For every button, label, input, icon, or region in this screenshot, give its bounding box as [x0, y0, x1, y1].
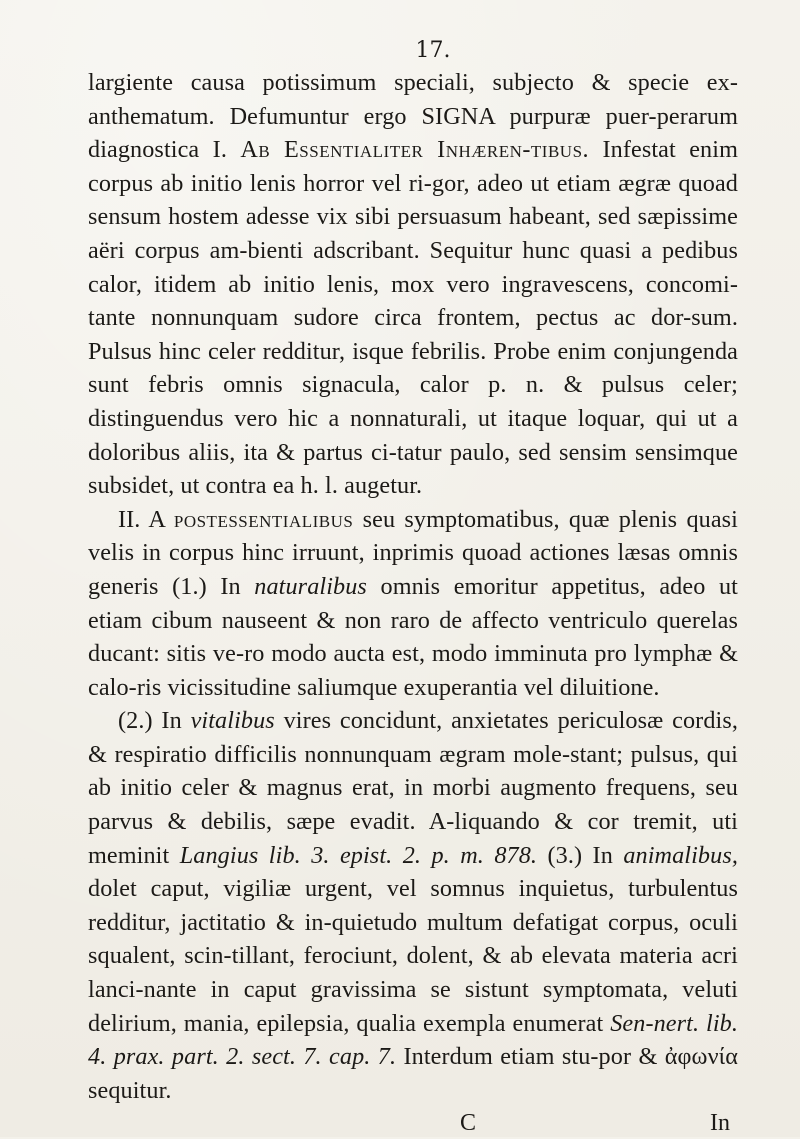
body-text — [88, 66, 738, 1107]
text-run: largiente causa potissimum speciali, subjecto & specie ex-anthematum. Defumuntur ergo SIGNA purpuræ puer-perarum diagnostica I. — [88, 69, 738, 164]
text-run: omnis emoritur appetitus, adeo ut etiam cibum nauseent & non raro de affecto ventriculo querelas ducant: sitis ve-ro modo aucta est, modo imminuta pro lymphæ & calo-ris vicissitudine saliumque exuperantia vel diluitione. — [88, 572, 738, 701]
text-run: dolet caput, vigiliæ urgent, vel somnus inquietus, turbulentus redditur, jactitatio & in-quietudo multum defatigat corpus, oculi squalent, scin-tillant, ferociunt, dolent, & ab elevata materia acri lanci-nante in caput gravissima se sistunt symptomata, veluti delirium, mania, epilepsia, qualia exempla enumerat — [88, 875, 738, 1037]
text-run: vitalibus — [190, 707, 275, 735]
text-run: Sen-nert. lib. 4. prax. part. 2. sect. 7. cap. 7. — [88, 1009, 738, 1071]
paragraph-3 — [88, 704, 738, 1107]
text-run: Infestat enim corpus ab initio lenis horror vel ri-gor, adeo ut etiam ægræ quoad sensum hostem adesse vix sibi persuasum habeant, sed sæpissime aëri corpus am-bienti adscribant. Sequitur hunc quasi a pedibus calor, itidem ab initio lenis, mox vero ingravescens, concomi-tante nonnunquam sudore circa frontem, pectus ac dor-sum. Pulsus hinc celer redditur, isque febrilis. Probe enim conjungenda sunt febris omnis signacula, calor p. n. & pulsus celer; distinguendus vero hic a nonnaturali, ut itaque loquar, qui ut a doloribus aliis, ita & partus ci-tatur paulo, sed sensim sensimque subsidet, ut contra ea h. l. augetur. — [88, 136, 738, 500]
text-run: seu symptomatibus, quæ plenis quasi velis in corpus hinc irruunt, inprimis quoad actiones læsas omnis generis (1.) In — [88, 505, 738, 600]
text-run: Langius lib. 3. epist. 2. p. m. 878. — [179, 841, 538, 869]
catchword: In — [710, 1110, 730, 1137]
text-run: Ab Essentialiter Inhæren-tibus. — [240, 136, 590, 164]
page-number: 17. — [415, 38, 451, 63]
catchline — [88, 1107, 738, 1139]
text-run: (3.) In — [537, 841, 624, 869]
text-run: animalibus, — [623, 841, 738, 869]
text-run: Interdum etiam stu-por & ἀφωνία sequitur. — [88, 1043, 738, 1104]
text-run: postessentialibus — [173, 505, 354, 533]
text-run: naturalibus — [254, 572, 367, 600]
text-run: II. A — [118, 505, 174, 533]
text-run: vires concidunt, anxietates periculosæ cordis, & respiratio difficilis nonnunquam ægram mole-stant; pulsus, qui ab initio celer & magnus erat, in morbi augmento frequens, seu parvus & debilis, sæpe evadit. A-liquando & cor tremit, uti meminit — [88, 707, 739, 869]
text-run: (2.) In — [118, 707, 191, 735]
signature-mark: C — [460, 1110, 477, 1137]
paragraph-2 — [88, 503, 738, 705]
paragraph-1 — [88, 66, 738, 503]
